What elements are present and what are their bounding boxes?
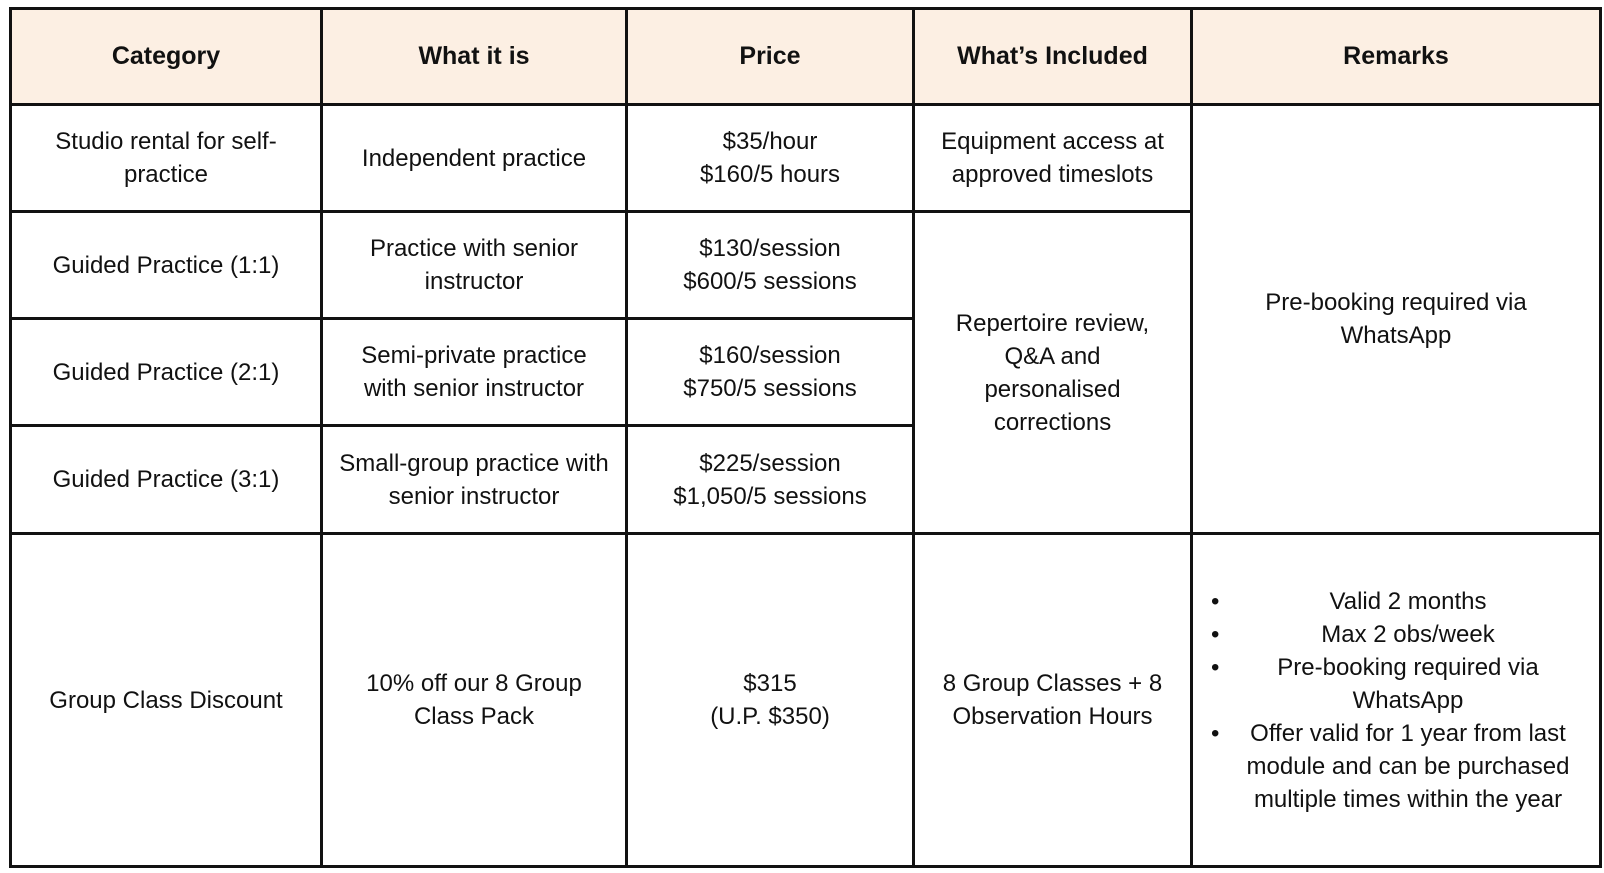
price-line: (U.P. $350) — [710, 703, 830, 730]
category-cell: Guided Practice (3:1) — [11, 426, 322, 534]
category-cell: Group Class Discount — [11, 534, 322, 867]
table-row — [11, 534, 1601, 867]
price-line: $1,050/5 sessions — [673, 482, 867, 510]
header-whats-included: What’s Included — [914, 9, 1192, 105]
price-line: $160/session — [699, 342, 841, 369]
header-category: Category — [11, 9, 322, 105]
price-line: $750/5 sessions — [683, 375, 857, 402]
remarks-list — [1207, 585, 1585, 816]
what-it-is-cell: Independent practice — [322, 105, 627, 212]
table-header-row — [11, 9, 1601, 105]
pricing-table — [9, 7, 1602, 868]
category-cell: Studio rental for self-practice — [11, 105, 322, 212]
table-row — [11, 105, 1601, 212]
what-it-is-cell: Semi-private practice with senior instructor — [322, 319, 627, 426]
included-cell: 8 Group Classes + 8 Observation Hours — [914, 534, 1192, 867]
guided-included-cell: Repertoire review, Q&A and personalised corrections — [914, 212, 1192, 534]
price-line: $160/5 hours — [699, 161, 841, 188]
price-line: $35/hour — [722, 128, 818, 155]
price-cell — [627, 212, 914, 319]
included-cell: Equipment access at approved timeslots — [914, 105, 1192, 212]
category-cell: Guided Practice (2:1) — [11, 319, 322, 426]
price-cell — [627, 105, 914, 212]
price-cell — [627, 534, 914, 867]
remarks-list-item: • Pre-booking required via WhatsApp — [1231, 651, 1585, 717]
category-cell: Guided Practice (1:1) — [11, 212, 322, 319]
remarks-list-cell — [1192, 534, 1601, 867]
price-line: $315 — [743, 670, 797, 697]
what-it-is-cell: 10% off our 8 Group Class Pack — [322, 534, 627, 867]
price-line: $130/session — [699, 235, 841, 262]
remarks-list-item: • Max 2 obs/week — [1231, 618, 1585, 651]
header-remarks: Remarks — [1192, 9, 1601, 105]
price-cell — [627, 319, 914, 426]
price-line: $600/5 sessions — [683, 268, 857, 295]
shared-remarks-cell: Pre-booking required via WhatsApp — [1192, 105, 1601, 534]
header-what-it-is: What it is — [322, 9, 627, 105]
price-cell — [627, 426, 914, 534]
what-it-is-cell: Practice with senior instructor — [322, 212, 627, 319]
remarks-list-item: • Valid 2 months — [1231, 585, 1585, 618]
remarks-list-item: • Offer valid for 1 year from last module and can be purchased multiple times within the year — [1231, 717, 1585, 816]
header-price: Price — [627, 9, 914, 105]
what-it-is-cell: Small-group practice with senior instructor — [322, 426, 627, 534]
price-line: $225/session — [699, 449, 841, 477]
